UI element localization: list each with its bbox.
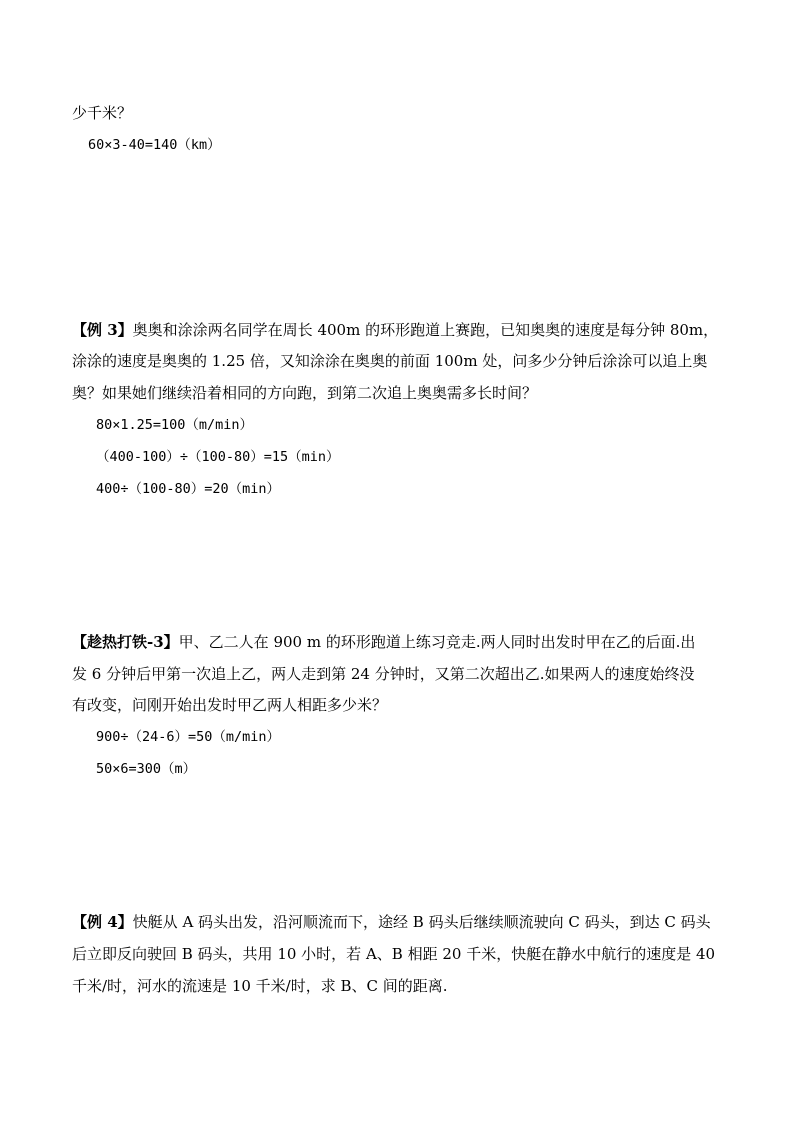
practice3-work-text-1: 900÷（24-6）=50（m/min） [96, 729, 281, 745]
intro-answer-text: 60×3-40=140（km） [88, 137, 221, 153]
example4-tag: 【例 4】 [72, 913, 133, 931]
question-tail-text: 少千米？ [72, 104, 133, 122]
example3-work-text-2: （400-100）÷（100-80）=15（min） [96, 449, 340, 465]
example3-text-1: 奥奥和涂涂两名同学在周长 400m 的环形跑道上赛跑，已知奥奥的速度是每分钟 80m， [132, 321, 719, 339]
practice3-line-2 [72, 664, 694, 684]
question-tail-line [72, 103, 132, 123]
example3-work-3 [96, 479, 280, 499]
example4-line-2 [72, 944, 715, 964]
example4-text-3: 千米/时，河水的流速是 10 千米/时，求 B、C 间的距离. [72, 977, 448, 995]
example3-line-2 [72, 351, 707, 371]
example3-text-2: 涂涂的速度是奥奥的 1.25 倍，又知涂涂在奥奥的前面 100m 处，问多少分钟后涂涂可以追上奥 [72, 352, 708, 370]
example3-tag: 【例 3】 [72, 321, 133, 339]
practice3-work-text-2: 50×6=300（m） [96, 761, 197, 777]
practice3-tag: 【趁热打铁-3】 [72, 633, 179, 651]
example3-work-1 [96, 415, 253, 435]
practice3-line-1 [72, 632, 695, 652]
example3-line-1 [72, 320, 718, 340]
example3-work-2 [96, 447, 340, 467]
practice3-text-2: 发 6 分钟后甲第一次追上乙，两人走到第 24 分钟时，又第二次超出乙.如果两人的速度始终没 [72, 665, 695, 683]
practice3-text-3: 有改变，问刚开始出发时甲乙两人相距多少米？ [72, 696, 388, 714]
practice3-work-1 [96, 727, 280, 747]
practice3-line-3 [72, 695, 387, 715]
example3-text-3: 奥？如果她们继续沿着相同的方向跑，到第二次追上奥奥需多长时间？ [72, 384, 538, 402]
intro-answer-line [88, 135, 221, 155]
practice3-text-1: 甲、乙二人在 900 m 的环形跑道上练习竞走.两人同时出发时甲在乙的后面.出 [178, 633, 696, 651]
example4-line-3 [72, 976, 448, 996]
example4-text-2: 后立即反向驶回 B 码头，共用 10 小时，若 A、B 相距 20 千米，快艇在静水中航行的速度是 40 [72, 945, 716, 963]
example3-work-text-1: 80×1.25=100（m/min） [96, 417, 254, 433]
example4-text-1: 快艇从 A 码头出发，沿河顺流而下，途经 B 码头后继续顺流驶向 C 码头，到达 C 码头 [132, 913, 711, 931]
example3-line-3 [72, 383, 537, 403]
practice3-work-2 [96, 759, 196, 779]
example4-line-1 [72, 912, 711, 932]
example3-work-text-3: 400÷（100-80）=20（min） [96, 481, 281, 497]
